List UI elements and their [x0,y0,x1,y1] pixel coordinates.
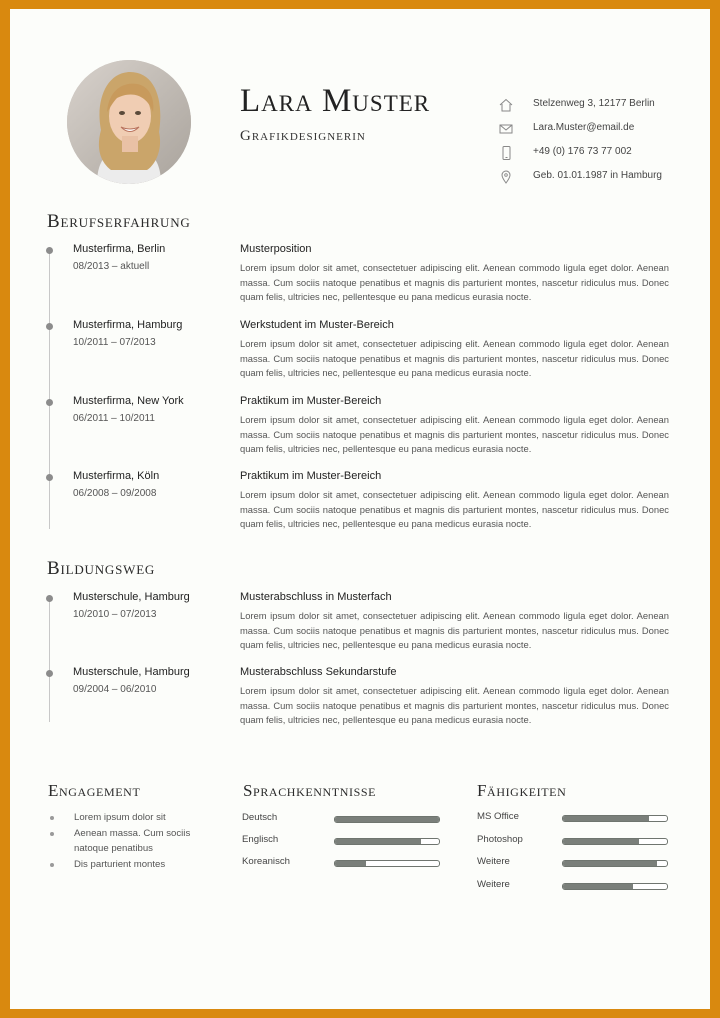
timeline-dot [46,670,53,677]
entry-description: Lorem ipsum dolor sit amet, consectetuer adipiscing elit. Aenean commodo ligula eget dolor. Aenean massa. Cum sociis natoque penatibus et magnis dis parturient montes, nascetur ridiculus mus. Donec quam felis, ultricies nec, pellentesque eu pana medicus eurasia nocte. [240,338,669,379]
engagement-item-text: Aenean massa. Cum sociis natoque penatibus [74,828,191,854]
level-fill [335,861,366,866]
entry-description: Lorem ipsum dolor sit amet, consectetuer adipiscing elit. Aenean commodo ligula eget dolor. Aenean massa. Cum sociis natoque penatibus et magnis dis parturient montes, nascetur ridiculus mus. Donec quam felis, ultricies nec, pellentesque eu pana medicus eurasia nocte. [240,685,669,726]
skill-level-bar [562,838,668,845]
skill-label: Weitere [477,856,510,867]
timeline-dot [46,399,53,406]
skill-level-bar [562,860,668,867]
timeline-dot [46,474,53,481]
language-label: Koreanisch [242,856,290,867]
home-icon [498,98,514,112]
engagement-list [49,810,209,873]
entry-position: Werkstudent im Muster-Bereich [240,319,394,331]
level-fill [563,861,657,866]
skill-level-bar [562,883,668,890]
entry-period: 10/2010 – 07/2013 [73,609,157,620]
timeline-dot [46,595,53,602]
contact-email [498,120,698,144]
contact-block [498,96,698,192]
job-title: Grafikdesignerin [240,128,366,144]
engagement-item-text: Dis parturient montes [74,859,166,870]
entry-position: Praktikum im Muster-Bereich [240,470,382,482]
contact-address [498,96,698,120]
contact-phone [498,144,698,168]
engagement-item [49,810,209,825]
skill-label: Photoshop [477,834,523,845]
contact-address-text: Stelzenweg 3, 12177 Berlin [533,98,655,109]
language-label: Englisch [242,834,279,845]
entry-period: 09/2004 – 06/2010 [73,684,157,695]
contact-birth-text: Geb. 01.01.1987 in Hamburg [533,170,662,181]
skills-heading: Fähigkeiten [477,781,567,800]
entry-description: Lorem ipsum dolor sit amet, consectetuer adipiscing elit. Aenean commodo ligula eget dolor. Aenean massa. Cum sociis natoque penatibus et magnis dis parturient montes, nascetur ridiculus mus. Donec quam felis, ultricies nec, pellentesque eu pana medicus eurasia nocte. [240,414,669,455]
location-pin-icon [498,170,514,184]
engagement-item [49,857,209,872]
bullet [50,832,54,836]
skill-level-bar [562,815,668,822]
entry-company: Musterfirma, Berlin [73,243,166,255]
entry-description: Lorem ipsum dolor sit amet, consectetuer adipiscing elit. Aenean commodo ligula eget dolor. Aenean massa. Cum sociis natoque penatibus et magnis dis parturient montes, nascetur ridiculus mus. Donec quam felis, ultricies nec, pellentesque eu pana medicus eurasia nocte. [240,489,669,530]
entry-period: 06/2008 – 09/2008 [73,488,157,499]
language-level-bar [334,838,440,845]
profile-photo [67,60,191,184]
entry-degree: Musterabschluss Sekundarstufe [240,666,397,678]
bullet [50,863,54,867]
language-label: Deutsch [242,812,278,823]
level-fill [563,839,639,844]
entry-description: Lorem ipsum dolor sit amet, consectetuer adipiscing elit. Aenean commodo ligula eget dolor. Aenean massa. Cum sociis natoque penatibus et magnis dis parturient montes, nascetur ridiculus mus. Donec quam felis, ultricies nec, pellentesque eu pana medicus eurasia nocte. [240,262,669,303]
entry-school: Musterschule, Hamburg [73,666,190,678]
level-fill [335,839,421,844]
education-heading: Bildungsweg [47,558,156,579]
cv-page [10,9,710,1009]
education-timeline-line [49,597,50,722]
entry-company: Musterfirma, New York [73,395,184,407]
experience-timeline-line [49,249,50,529]
entry-school: Musterschule, Hamburg [73,591,190,603]
entry-period: 10/2011 – 07/2013 [73,337,156,348]
skill-label: Weitere [477,879,510,890]
mail-icon [498,122,514,136]
entry-description: Lorem ipsum dolor sit amet, consectetuer adipiscing elit. Aenean commodo ligula eget dolor. Aenean massa. Cum sociis natoque penatibus et magnis dis parturient montes, nascetur ridiculus mus. Donec quam felis, ultricies nec, pellentesque eu pana medicus eurasia nocte. [240,610,669,651]
entry-degree: Musterabschluss in Musterfach [240,591,392,603]
entry-company: Musterfirma, Hamburg [73,319,183,331]
timeline-dot [46,323,53,330]
languages-heading: Sprachkenntnisse [243,781,377,800]
entry-company: Musterfirma, Köln [73,470,160,482]
skill-label: MS Office [477,811,519,822]
language-level-bar [334,860,440,867]
contact-phone-text: +49 (0) 176 73 77 002 [533,146,632,157]
level-fill [335,817,439,822]
phone-icon [498,146,514,160]
entry-position: Musterposition [240,243,312,255]
experience-heading: Berufserfahrung [47,211,191,232]
entry-position: Praktikum im Muster-Bereich [240,395,382,407]
contact-birth [498,168,698,192]
contact-email-text[interactable]: Lara.Muster@email.de [533,122,635,133]
engagement-item-text: Lorem ipsum dolor sit [74,812,166,823]
entry-period: 06/2011 – 10/2011 [73,413,155,424]
engagement-item [49,826,204,856]
level-fill [563,884,633,889]
entry-period: 08/2013 – aktuell [73,261,150,272]
language-level-bar [334,816,440,823]
bullet [50,816,54,820]
full-name: Lara Muster [240,83,431,119]
engagement-heading: Engagement [48,781,141,800]
timeline-dot [46,247,53,254]
level-fill [563,816,649,821]
